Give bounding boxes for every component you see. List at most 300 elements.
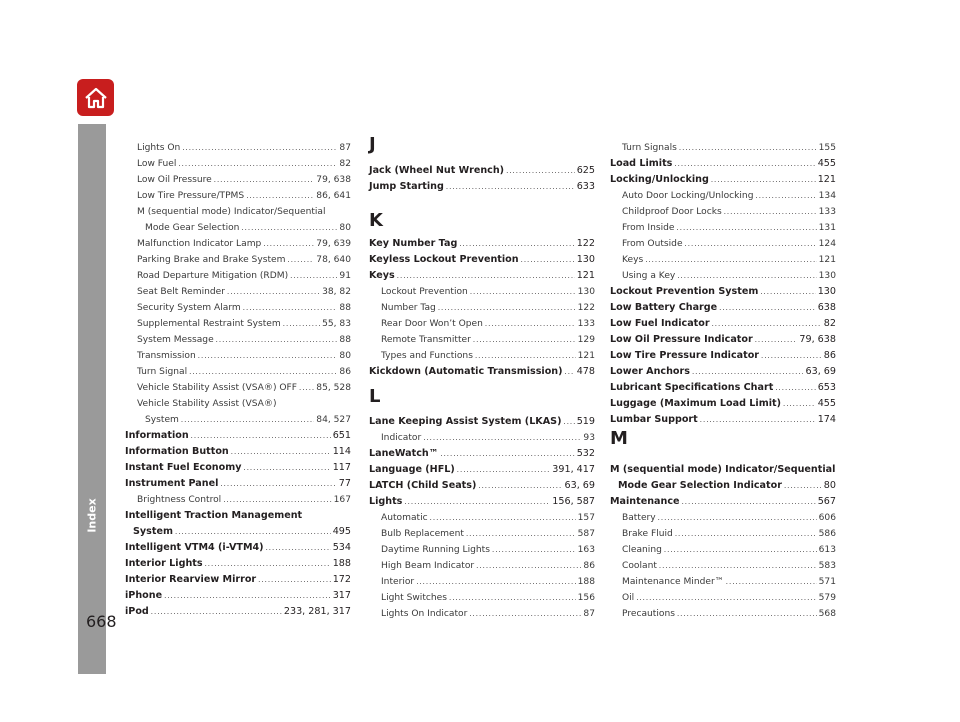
page-reference-link[interactable]: 130 xyxy=(818,271,836,281)
dot-leader xyxy=(189,364,337,380)
page-reference-link[interactable]: 587 xyxy=(577,529,595,539)
page-reference-link[interactable]: 82 xyxy=(823,318,836,329)
index-subentry[interactable] xyxy=(381,526,595,542)
dot-leader xyxy=(674,156,815,172)
page-reference-link[interactable]: 174 xyxy=(817,414,836,425)
page-reference-link[interactable]: 79, 639 xyxy=(316,239,351,249)
page-reference-link[interactable]: 133 xyxy=(818,207,836,217)
dot-leader xyxy=(430,510,576,526)
entry-title: Battery xyxy=(622,513,656,523)
home-icon xyxy=(83,86,109,110)
dot-leader xyxy=(700,412,816,428)
entry-title: Auto Door Locking/Unlocking xyxy=(622,191,754,201)
page-reference-link[interactable]: 133 xyxy=(577,319,595,329)
index-entry[interactable] xyxy=(610,284,836,300)
index-subentry[interactable] xyxy=(622,204,836,220)
index-entry[interactable] xyxy=(610,172,836,188)
entry-title: Oil xyxy=(622,593,635,603)
entry-title: LaneWatch™ xyxy=(369,448,439,459)
index-entry[interactable] xyxy=(610,156,836,172)
entry-title: Mode Gear Selection xyxy=(145,223,240,233)
page-reference-link[interactable]: 131 xyxy=(818,223,836,233)
page-reference-link[interactable]: 571 xyxy=(818,577,836,587)
index-subentry[interactable] xyxy=(381,348,595,364)
index-subentry[interactable] xyxy=(137,492,351,508)
index-subentry[interactable] xyxy=(381,316,595,332)
index-entry[interactable] xyxy=(369,364,595,380)
entry-title: Maintenance xyxy=(610,496,680,507)
index-subentry[interactable] xyxy=(137,172,351,188)
entry-title: Intelligent Traction Management xyxy=(125,510,303,521)
entry-title: Locking/Unlocking xyxy=(610,174,709,185)
index-entry xyxy=(610,462,836,478)
index-subentry[interactable] xyxy=(137,268,351,284)
page-reference-link[interactable]: 519 xyxy=(576,416,595,427)
index-subentry[interactable] xyxy=(381,284,595,300)
dot-leader xyxy=(685,236,817,252)
page-reference-link[interactable]: 86 xyxy=(339,367,351,377)
page-reference-link[interactable]: 653 xyxy=(817,382,836,393)
entry-title: Turn Signal xyxy=(137,367,188,377)
entry-title: Lights xyxy=(369,496,403,507)
index-entry[interactable] xyxy=(125,588,351,604)
page-reference-link[interactable]: 567 xyxy=(817,496,836,507)
dot-leader xyxy=(755,188,816,204)
index-subentry[interactable] xyxy=(137,156,351,172)
index-subentry[interactable] xyxy=(622,542,836,558)
dot-leader xyxy=(476,558,581,574)
index-subentry[interactable] xyxy=(145,412,351,428)
dot-leader xyxy=(181,412,314,428)
page-reference-link[interactable]: 495 xyxy=(332,526,351,537)
entry-title: System xyxy=(133,526,173,537)
index-entry[interactable] xyxy=(369,252,595,268)
page-reference-link[interactable]: 188 xyxy=(332,558,351,569)
dot-leader xyxy=(263,236,314,252)
dot-leader xyxy=(182,140,337,156)
entry-title: Jack (Wheel Nut Wrench) xyxy=(369,165,505,176)
index-entry[interactable] xyxy=(610,348,836,364)
page-reference-link[interactable]: 534 xyxy=(332,542,351,553)
page-reference-link[interactable]: 63, 69 xyxy=(564,480,595,491)
entry-title: Coolant xyxy=(622,561,657,571)
index-subentry[interactable] xyxy=(622,220,836,236)
index-subentry[interactable] xyxy=(622,526,836,542)
index-entry[interactable] xyxy=(125,476,351,492)
dot-leader xyxy=(223,492,331,508)
index-side-tab[interactable] xyxy=(78,124,106,674)
entry-title: Information Button xyxy=(125,446,229,457)
dot-leader xyxy=(784,478,822,494)
index-entry[interactable] xyxy=(369,478,595,494)
dot-leader xyxy=(299,380,314,396)
index-entry[interactable] xyxy=(610,494,836,510)
entry-title: Lockout Prevention System xyxy=(610,286,759,297)
page-reference-link[interactable]: 478 xyxy=(576,366,595,377)
entry-title: Parking Brake and Brake System xyxy=(137,255,286,265)
entry-title: Malfunction Indicator Lamp xyxy=(137,239,262,249)
page-reference-link[interactable]: 82 xyxy=(339,159,351,169)
page-reference-link[interactable]: 63, 69 xyxy=(805,366,836,377)
dot-leader xyxy=(290,268,337,284)
index-subentry[interactable] xyxy=(137,300,351,316)
index-entry[interactable] xyxy=(610,380,836,396)
entry-title: Low Tire Pressure/TPMS xyxy=(137,191,245,201)
page-reference-link[interactable]: 121 xyxy=(576,270,595,281)
section-letter: K xyxy=(369,210,383,231)
page-reference-link[interactable]: 317 xyxy=(332,590,351,601)
entry-title: Instrument Panel xyxy=(125,478,219,489)
index-entry[interactable] xyxy=(369,163,595,179)
dot-leader xyxy=(473,332,576,348)
index-subentry[interactable] xyxy=(622,140,836,156)
page-reference-link[interactable]: 583 xyxy=(818,561,836,571)
dot-leader xyxy=(470,284,576,300)
index-subentry[interactable] xyxy=(622,558,836,574)
index-subentry[interactable] xyxy=(381,590,595,606)
dot-leader xyxy=(677,606,817,622)
page-reference-link[interactable]: 633 xyxy=(576,181,595,192)
page-reference-link[interactable]: 79, 638 xyxy=(799,334,836,345)
entry-title: Keys xyxy=(369,270,395,281)
page-reference-link[interactable]: 172 xyxy=(332,574,351,585)
entry-title: Supplemental Restraint System xyxy=(137,319,281,329)
entry-title: Low Fuel xyxy=(137,159,177,169)
entry-title: Low Oil Pressure Indicator xyxy=(610,334,753,345)
page-reference-link[interactable]: 121 xyxy=(818,255,836,265)
dot-leader xyxy=(243,300,338,316)
index-subentry[interactable] xyxy=(622,252,836,268)
index-subentry[interactable] xyxy=(381,300,595,316)
page-reference-link[interactable]: 625 xyxy=(576,165,595,176)
page-reference-link[interactable]: 80 xyxy=(339,351,351,361)
page-reference-link[interactable]: 86, 641 xyxy=(316,191,351,201)
dot-leader xyxy=(682,494,816,510)
index-entry[interactable] xyxy=(610,316,836,332)
index-subentry[interactable] xyxy=(145,220,351,236)
index-subentry[interactable] xyxy=(137,188,351,204)
page-reference-link[interactable]: 233, 281, 317 xyxy=(283,606,351,617)
index-entry[interactable] xyxy=(369,236,595,252)
page-reference-link[interactable]: 455 xyxy=(817,398,836,409)
entry-title: Daytime Running Lights xyxy=(381,545,490,555)
index-subentry[interactable] xyxy=(622,590,836,606)
dot-leader xyxy=(216,332,338,348)
dot-leader xyxy=(664,542,817,558)
page-reference-link[interactable]: 638 xyxy=(817,302,836,313)
entry-title: M (sequential mode) Indicator/Sequential xyxy=(610,464,836,475)
index-entry[interactable] xyxy=(133,524,351,540)
entry-title: Vehicle Stability Assist (VSA®) OFF xyxy=(137,383,298,393)
dot-leader xyxy=(175,524,331,540)
dot-leader xyxy=(677,268,816,284)
entry-title: Rear Door Won’t Open xyxy=(381,319,483,329)
section-letter: L xyxy=(369,386,381,407)
entry-title: Number Tag xyxy=(381,303,436,313)
page-reference-link[interactable]: 130 xyxy=(576,254,595,265)
index-subentry[interactable] xyxy=(381,332,595,348)
dot-leader xyxy=(404,494,550,510)
entry-title: M (sequential mode) Indicator/Sequential xyxy=(137,207,326,217)
entry-title: Transmission xyxy=(137,351,196,361)
entry-title: iPod xyxy=(125,606,149,617)
entry-title: Lumbar Support xyxy=(610,414,698,425)
page-reference-link[interactable]: 88 xyxy=(339,303,351,313)
entry-title: Using a Key xyxy=(622,271,676,281)
dot-leader xyxy=(266,540,331,556)
page-reference-link[interactable]: 88 xyxy=(339,335,351,345)
entry-title: Jump Starting xyxy=(369,181,444,192)
index-subentry[interactable] xyxy=(137,252,351,268)
page-reference-link[interactable]: 91 xyxy=(339,271,351,281)
entry-title: Mode Gear Selection Indicator xyxy=(618,480,782,491)
index-subentry[interactable] xyxy=(137,348,351,364)
entry-title: Low Fuel Indicator xyxy=(610,318,710,329)
page-reference-link[interactable]: 121 xyxy=(577,351,595,361)
dot-leader xyxy=(565,364,575,380)
dot-leader xyxy=(231,444,331,460)
index-subentry[interactable] xyxy=(137,380,351,396)
index-entry[interactable] xyxy=(610,396,836,412)
dot-leader xyxy=(205,556,331,572)
entry-title: Remote Transmitter xyxy=(381,335,471,345)
dot-leader xyxy=(397,268,575,284)
index-entry[interactable] xyxy=(125,572,351,588)
page-reference-link[interactable]: 121 xyxy=(817,174,836,185)
entry-title: Automatic xyxy=(381,513,428,523)
index-entry[interactable] xyxy=(618,478,836,494)
dot-leader xyxy=(761,348,822,364)
index-subentry[interactable] xyxy=(137,332,351,348)
entry-title: Luggage (Maximum Load Limit) xyxy=(610,398,781,409)
index-subentry[interactable] xyxy=(137,284,351,300)
page-reference-link[interactable]: 579 xyxy=(818,593,836,603)
dot-leader xyxy=(466,526,576,542)
page-reference-link[interactable]: 124 xyxy=(818,239,836,249)
entry-title: Cleaning xyxy=(622,545,662,555)
dot-leader xyxy=(423,430,581,446)
index-entry[interactable] xyxy=(610,364,836,380)
dot-leader xyxy=(677,220,817,236)
page-reference-link[interactable]: 85, 528 xyxy=(316,383,351,393)
index-subentry[interactable] xyxy=(137,364,351,380)
page-reference-link[interactable]: 129 xyxy=(577,335,595,345)
index-entry[interactable] xyxy=(369,179,595,195)
dot-leader xyxy=(449,590,576,606)
page-reference-link[interactable]: 157 xyxy=(577,513,595,523)
index-entry[interactable] xyxy=(369,462,595,478)
entry-title: Keys xyxy=(622,255,644,265)
dot-leader xyxy=(258,572,331,588)
index-subentry[interactable] xyxy=(381,510,595,526)
dot-leader xyxy=(775,380,815,396)
entry-title: High Beam Indicator xyxy=(381,561,475,571)
index-subentry[interactable] xyxy=(381,430,595,446)
page-reference-link[interactable]: 586 xyxy=(818,529,836,539)
index-subentry[interactable] xyxy=(137,236,351,252)
index-entry[interactable] xyxy=(125,444,351,460)
index-subentry[interactable] xyxy=(381,606,595,622)
dot-leader xyxy=(645,252,816,268)
dot-leader xyxy=(711,172,816,188)
side-tab-label xyxy=(78,490,106,540)
page-reference-link[interactable]: 87 xyxy=(583,609,595,619)
entry-title: Turn Signals xyxy=(622,143,677,153)
home-button[interactable] xyxy=(77,79,114,116)
entry-title: Lights On Indicator xyxy=(381,609,468,619)
page-reference-link[interactable]: 79, 638 xyxy=(316,175,351,185)
index-subentry[interactable] xyxy=(381,558,595,574)
dot-leader xyxy=(675,526,817,542)
dot-leader xyxy=(658,510,817,526)
index-entry[interactable] xyxy=(369,446,595,462)
page-reference-link[interactable]: 130 xyxy=(817,286,836,297)
page-reference-link[interactable]: 167 xyxy=(333,495,351,505)
entry-title: Light Switches xyxy=(381,593,447,603)
index-subentry[interactable] xyxy=(622,188,836,204)
index-subentry[interactable] xyxy=(622,236,836,252)
page-reference-link[interactable]: 130 xyxy=(577,287,595,297)
page-reference-link[interactable]: 80 xyxy=(823,480,836,491)
section-letter: J xyxy=(369,134,376,155)
index-subentry[interactable] xyxy=(622,510,836,526)
dot-leader xyxy=(724,204,817,220)
index-subentry xyxy=(137,204,351,220)
dot-leader xyxy=(214,172,315,188)
entry-title: Precautions xyxy=(622,609,675,619)
index-entry[interactable] xyxy=(125,428,351,444)
page-reference-link[interactable]: 77 xyxy=(338,478,351,489)
entry-title: Brightness Control xyxy=(137,495,222,505)
page-reference-link[interactable]: 86 xyxy=(823,350,836,361)
entry-title: From Inside xyxy=(622,223,675,233)
page-number: 668 xyxy=(86,612,117,631)
index-entry[interactable] xyxy=(125,540,351,556)
entry-title: Indicator xyxy=(381,433,422,443)
dot-leader xyxy=(438,300,576,316)
dot-leader xyxy=(492,542,576,558)
entry-title: Lights On xyxy=(137,143,181,153)
entry-title: Information xyxy=(125,430,189,441)
index-entry[interactable] xyxy=(610,300,836,316)
entry-title: System xyxy=(145,415,179,425)
entry-title: Lubricant Specifications Chart xyxy=(610,382,774,393)
dot-leader xyxy=(457,462,550,478)
page-reference-link[interactable]: 78, 640 xyxy=(316,255,351,265)
entry-title: Road Departure Mitigation (RDM) xyxy=(137,271,289,281)
page-reference-link[interactable]: 156 xyxy=(577,593,595,603)
page-reference-link[interactable]: 122 xyxy=(576,238,595,249)
index-entry[interactable] xyxy=(125,556,351,572)
dot-leader xyxy=(692,364,804,380)
page-reference-link[interactable]: 391, 417 xyxy=(552,464,595,475)
page-reference-link[interactable]: 163 xyxy=(577,545,595,555)
dot-leader xyxy=(659,558,817,574)
entry-title: From Outside xyxy=(622,239,683,249)
dot-leader xyxy=(178,156,337,172)
dot-leader xyxy=(446,179,575,195)
entry-title: Load Limits xyxy=(610,158,673,169)
dot-leader xyxy=(679,140,817,156)
index-subentry[interactable] xyxy=(622,574,836,590)
dot-leader xyxy=(459,236,574,252)
entry-title: Interior Rearview Mirror xyxy=(125,574,257,585)
index-subentry[interactable] xyxy=(137,140,351,156)
page-reference-link[interactable]: 84, 527 xyxy=(316,415,351,425)
dot-leader xyxy=(521,252,575,268)
entry-title: Interior Lights xyxy=(125,558,203,569)
page-reference-link[interactable]: 134 xyxy=(818,191,836,201)
index-subentry[interactable] xyxy=(137,316,351,332)
page-reference-link[interactable]: 651 xyxy=(332,430,351,441)
page-reference-link[interactable]: 87 xyxy=(339,143,351,153)
index-subentry[interactable] xyxy=(381,574,595,590)
dot-leader xyxy=(506,163,575,179)
page-reference-link[interactable]: 532 xyxy=(576,448,595,459)
page-reference-link[interactable]: 93 xyxy=(583,433,595,443)
dot-leader xyxy=(416,574,575,590)
index-subentry[interactable] xyxy=(622,606,836,622)
entry-title: Seat Belt Reminder xyxy=(137,287,225,297)
index-subentry[interactable] xyxy=(381,542,595,558)
side-tab-text: Index xyxy=(85,497,99,533)
page-reference-link[interactable]: 86 xyxy=(583,561,595,571)
entry-title: Keyless Lockout Prevention xyxy=(369,254,519,265)
index-entry[interactable] xyxy=(125,604,351,620)
page-reference-link[interactable]: 455 xyxy=(817,158,836,169)
dot-leader xyxy=(760,284,815,300)
entry-title: Interior xyxy=(381,577,415,587)
entry-title: Instant Fuel Economy xyxy=(125,462,242,473)
entry-title: Vehicle Stability Assist (VSA®) xyxy=(137,399,277,409)
page-reference-link[interactable]: 613 xyxy=(818,545,836,555)
page-reference-link[interactable]: 606 xyxy=(818,513,836,523)
dot-leader xyxy=(191,428,331,444)
index-entry[interactable] xyxy=(610,332,836,348)
entry-title: Kickdown (Automatic Transmission) xyxy=(369,366,563,377)
page-reference-link[interactable]: 55, 83 xyxy=(322,319,351,329)
index-subentry[interactable] xyxy=(622,268,836,284)
dot-leader xyxy=(755,332,798,348)
page-reference-link[interactable]: 188 xyxy=(577,577,595,587)
page-reference-link[interactable]: 568 xyxy=(818,609,836,619)
index-entry[interactable] xyxy=(125,460,351,476)
page-reference-link[interactable]: 155 xyxy=(818,143,836,153)
dot-leader xyxy=(563,414,574,430)
page-reference-link[interactable]: 122 xyxy=(577,303,595,313)
dot-leader xyxy=(719,300,816,316)
index-entry[interactable] xyxy=(610,412,836,428)
entry-title: Childproof Door Locks xyxy=(622,207,722,217)
dot-leader xyxy=(220,476,336,492)
page-reference-link[interactable]: 114 xyxy=(332,446,351,457)
index-entry[interactable] xyxy=(369,268,595,284)
entry-title: Intelligent VTM4 (i-VTM4) xyxy=(125,542,264,553)
entry-title: Maintenance Minder™ xyxy=(622,577,724,587)
index-subentry xyxy=(137,396,351,412)
page-reference-link[interactable]: 38, 82 xyxy=(322,287,351,297)
entry-title: System Message xyxy=(137,335,214,345)
entry-title: Low Battery Charge xyxy=(610,302,718,313)
page-reference-link[interactable]: 117 xyxy=(332,462,351,473)
index-entry[interactable] xyxy=(369,494,595,510)
dot-leader xyxy=(475,348,576,364)
section-letter: M xyxy=(610,428,628,449)
page-reference-link[interactable]: 80 xyxy=(339,223,351,233)
index-entry[interactable] xyxy=(369,414,595,430)
entry-title: iPhone xyxy=(125,590,163,601)
page-reference-link[interactable]: 156, 587 xyxy=(552,496,595,507)
